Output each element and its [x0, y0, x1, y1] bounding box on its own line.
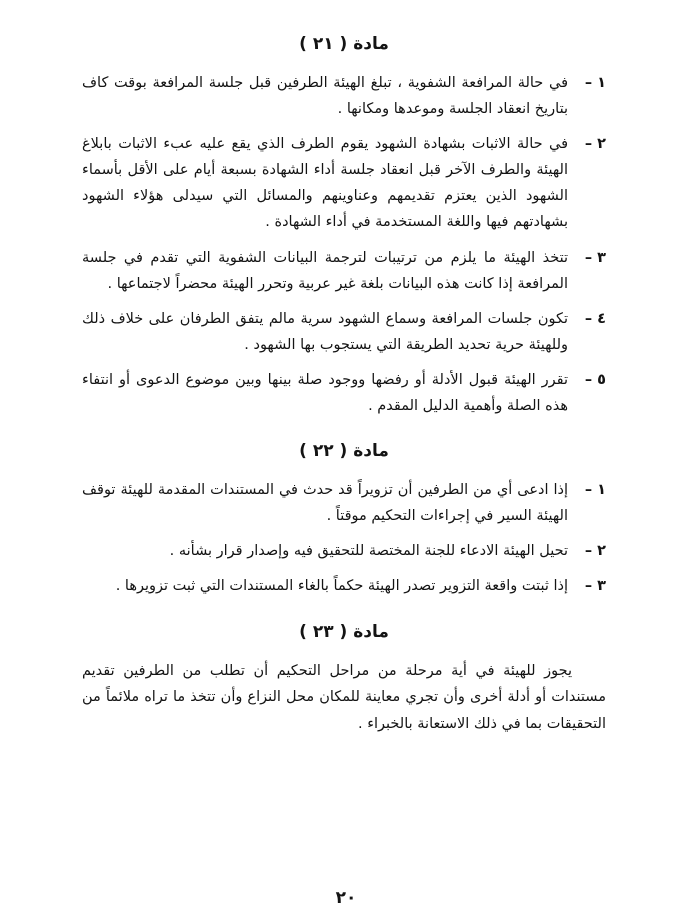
- item-number: ١ –: [584, 482, 606, 499]
- item-number: ٥ –: [584, 371, 606, 388]
- list-item: [82, 245, 606, 297]
- item-text: في حالة الاثبات بشهادة الشهود يقوم الطرف الذي يقع عليه عبء الاثبات بابلاغ الهيئة والطرف الآخر قبل انعقاد جلسة أداء الشهادة بسبعة أيام على الأقل بأسماء الشهود الذين يعتزم تقديمهم وعناوينهم والمسائل التي سيدلى هؤلاء الشهود بشهادتهم فيها واللغة المستخدمة في أداء الشهادة .: [82, 136, 568, 231]
- page-number: ٢٠: [335, 888, 357, 908]
- item-text: إذا ثبتت واقعة التزوير تصدر الهيئة حكماً بالغاء المستندات التي ثبت تزويرها .: [115, 578, 568, 595]
- list-item: [82, 367, 606, 419]
- list-item: [82, 538, 606, 564]
- article-paragraph: يجوز للهيئة في أية مرحلة من مراحل التحكيم أن تطلب من الطرفين تقديم مستندات أو أدلة أخرى وأن تجري معاينة للمكان محل النزاع وأن تتخذ ما تراه ملائماً من التحقيقات بما في ذلك الاستعانة بالخبراء .: [82, 662, 606, 733]
- item-number: ٣ –: [584, 249, 606, 266]
- list-item: [82, 573, 606, 599]
- item-text: تقرر الهيئة قبول الأدلة أو رفضها ووجود صلة بينها وبين موضوع الدعوى أو انتفاء هذه الصلة وأهمية الدليل المقدم .: [82, 371, 568, 415]
- item-text: تحيل الهيئة الادعاء للجنة المختصة للتحقيق فيه وإصدار قرار بشأنه .: [169, 543, 568, 560]
- article-21-items: [82, 70, 606, 419]
- list-item: [82, 477, 606, 529]
- item-number: ٢ –: [584, 136, 606, 153]
- list-item: [82, 70, 606, 122]
- item-number: ١ –: [584, 75, 606, 91]
- list-item: [82, 306, 606, 358]
- article-22-items: [82, 477, 606, 599]
- item-text: تتخذ الهيئة ما يلزم من ترتيبات لترجمة البيانات الشفوية التي تقدم في جلسة المرافعة إذا كانت هذه البيانات بلغة غير عربية وتحرر الهيئة محضراً لاجتماعها .: [82, 249, 568, 292]
- item-text: في حالة المرافعة الشفوية ، تبلغ الهيئة الطرفين قبل جلسة المرافعة بوقت كاف بتاريخ انعقاد الجلسة وموعدها ومكانها .: [82, 75, 568, 118]
- article-21-heading: مادة ( ٢١ ): [299, 34, 389, 54]
- item-number: ٣ –: [584, 578, 606, 595]
- item-number: ٤ –: [584, 310, 606, 327]
- item-number: ٢ –: [584, 543, 606, 560]
- item-text: إذا ادعى أي من الطرفين أن تزويراً قد حدث في المستندات المقدمة للهيئة توقف الهيئة السير في إجراءات التحكيم موقتاً .: [82, 482, 568, 525]
- list-item: [82, 131, 606, 235]
- article-22-heading: مادة ( ٢٢ ): [299, 441, 389, 462]
- article-23-heading: مادة ( ٢٣ ): [299, 621, 389, 642]
- item-text: تكون جلسات المرافعة وسماع الشهود سرية مالم يتفق الطرفان على خلاف ذلك وللهيئة حرية تحديد الطريقة التي يستجوب بها الشهود .: [82, 310, 568, 353]
